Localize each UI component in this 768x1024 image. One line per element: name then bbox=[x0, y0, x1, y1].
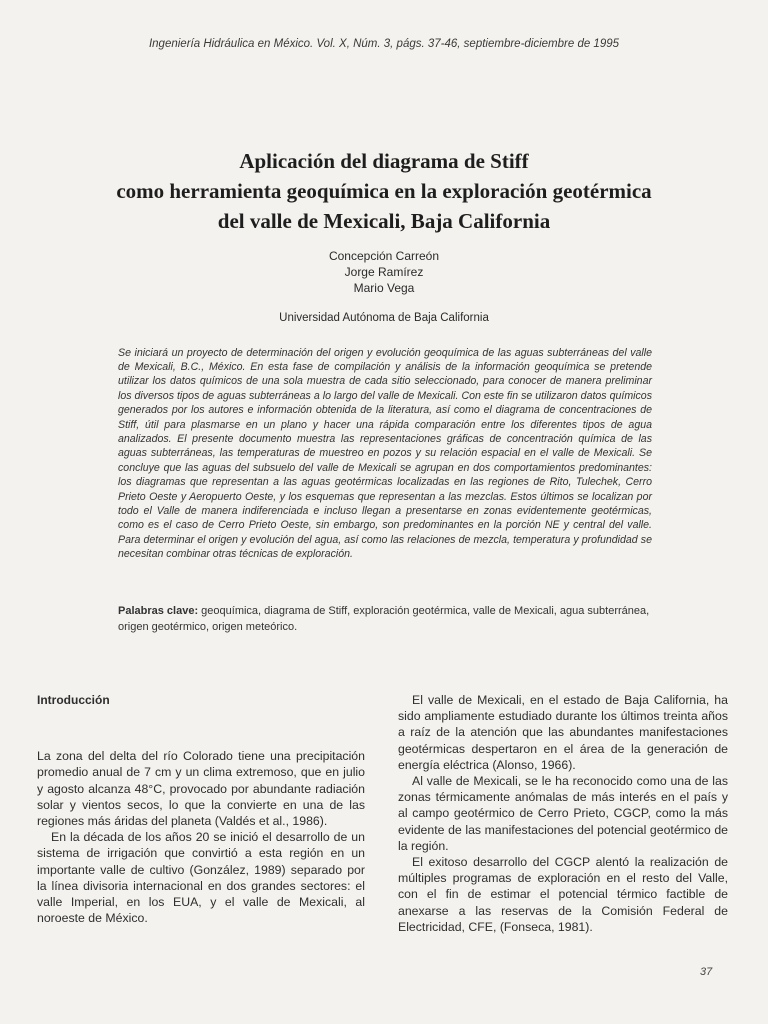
author-name: Mario Vega bbox=[353, 281, 415, 295]
paragraph: En la década de los años 20 se inició el desarrollo de un sistema de irrigación que convirtió a esta región en un importante valle de cultivo (González, 1989) separado por la línea divisoria internacional en dos grandes sectores: el valle Imperial, en los EUA, y el valle de Mexicali, al noroeste de México. bbox=[37, 830, 365, 926]
abstract: Se iniciará un proyecto de determinación del origen y evolución geoquímica de las aguas subterráneas del valle de Mexicali, B.C., México. En esta fase de compilación y análisis de la información geoquímica se pretende utilizar los datos químicos de una sola muestra de cada sitio seleccionado, para conocer de manera preliminar los diversos tipos de aguas subterráneas a lo largo del valle de Mexicali. Con este fin se utilizaron datos químicos generados por los autores e información obtenida de la literatura, así como el diagrama de concentraciones de Stiff, útil para plasmarse en un plano y hacer una rápida comparación entre los diferentes tipos de agua analizados. El presente documento muestra las representaciones gráficas de concentración química de las aguas subterráneas, las temperaturas de muestreo en pozos y su relación espacial en el valle de Mexicali. Se concluye que las aguas del subsuelo del valle de Mexicali se agrupan en dos comportamientos predominantes: los diagramas que representan a las aguas geotérmicas localizadas en las regiones de Rito, Tulechek, Cerro Prieto Oeste y Aeropuerto Oeste, y los esquemas que representan a las mezclas. Estos últimos se localizan por todo el Valle de manera indiferenciada e incluso llegan a presentarse en zonas evidentemente geotérmicas, como es el caso de Cerro Prieto Oeste, sin embargo, son predominantes en la porción NE y central del valle. Para determinar el origen y evolución del agua, así como las relaciones de mezcla, temperatura y profundidad se necesitan combinar otras técnicas de exploración. bbox=[118, 346, 652, 561]
author-name: Concepción Carreón bbox=[328, 249, 440, 263]
section-heading-introduccion: Introducción bbox=[37, 693, 110, 707]
title-line-2: como herramienta geoquímica en la exploración geotérmica bbox=[116, 179, 652, 203]
title-line-3: del valle de Mexicali, Baja California bbox=[217, 209, 551, 233]
left-column bbox=[37, 692, 365, 926]
running-header: Ingeniería Hidráulica en México. Vol. X, Núm. 3, págs. 37-46, septiembre-diciembre de 1995 bbox=[148, 38, 620, 50]
article-title bbox=[40, 146, 728, 236]
title-line-1: Aplicación del diagrama de Stiff bbox=[239, 149, 529, 173]
affiliation: Universidad Autónoma de Baja California bbox=[279, 312, 489, 324]
page-number: 37 bbox=[700, 966, 713, 978]
keywords-text: geoquímica, diagrama de Stiff, exploración geotérmica, valle de Mexicali, agua subterránea, origen geotérmico, origen meteórico. bbox=[118, 605, 650, 633]
author-name: Jorge Ramírez bbox=[344, 265, 424, 279]
author-list bbox=[0, 248, 768, 296]
paragraph: El exitoso desarrollo del CGCP alentó la realización de múltiples programas de exploración en el resto del Valle, con el fin de estimar el potencial térmico factible de anexarse a las reservas de la Comisión Federal de Electricidad, CFE, (Fonseca, 1981). bbox=[398, 855, 728, 934]
paragraph: Al valle de Mexicali, se le ha reconocido como una de las zonas térmicamente anómalas de más interés en el país y al campo geotérmico de Cerro Prieto, CGCP, como la más evidente de las manifestaciones del potencial geotérmico de la región. bbox=[398, 774, 728, 853]
keywords bbox=[118, 603, 652, 635]
right-column bbox=[398, 692, 728, 935]
keywords-label: Palabras clave: bbox=[118, 605, 199, 617]
paragraph: La zona del delta del río Colorado tiene una precipitación promedio anual de 7 cm y un clima extremoso, que en julio y agosto alcanza 48°C, provocado por abundante radiación solar y vientos secos, lo que la convierte en una de las regiones más áridas del planeta (Valdés et al., 1986). bbox=[37, 749, 365, 829]
paragraph: El valle de Mexicali, en el estado de Baja California, ha sido ampliamente estudiado durante los últimos treinta años a raíz de la atención que las abundantes manifestaciones geotérmicas despertaron en el área de la generación de energía eléctrica (Alonso, 1966). bbox=[398, 693, 728, 772]
